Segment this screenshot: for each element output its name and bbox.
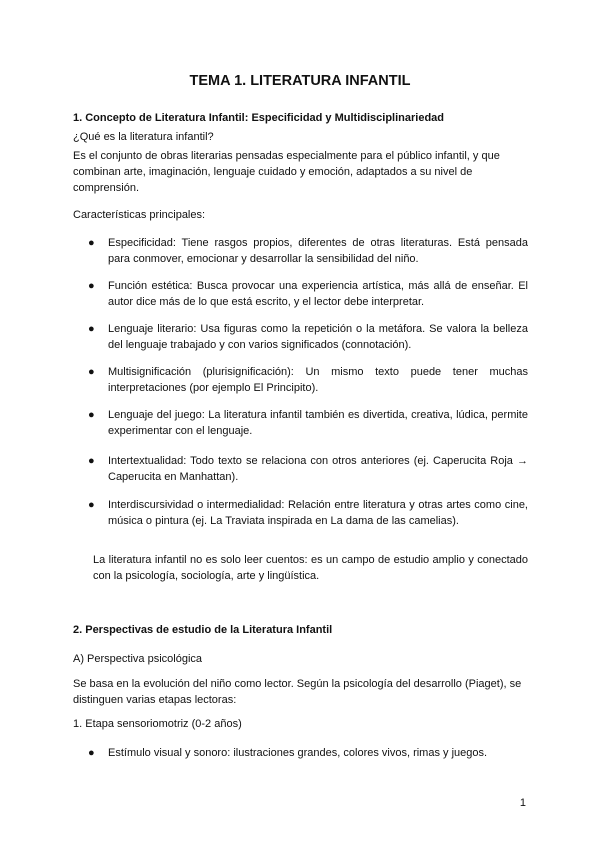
bullet-icon: ● xyxy=(88,499,95,511)
document-title: TEMA 1. LITERATURA INFANTIL xyxy=(189,73,411,89)
list-item xyxy=(88,278,528,310)
list-item xyxy=(88,453,528,485)
list-item xyxy=(88,321,528,353)
characteristic-text: Especificidad: Tiene rasgos propios, diferentes de otras literaturas. Está pensada para conmover, emocionar y desarrollar la sensibilidad del niño. xyxy=(108,237,528,265)
section2-intro: Se basa en la evolución del niño como lector. Según la psicología del desarrollo (Piaget), se distinguen varias etapas lectoras: xyxy=(73,678,522,706)
characteristics-list xyxy=(88,364,528,396)
list-item xyxy=(88,407,528,439)
characteristics-label: Características principales: xyxy=(73,209,206,221)
characteristics-list xyxy=(88,321,528,353)
bullet-icon: ● xyxy=(88,323,95,335)
characteristic-text: Lenguaje literario: Usa figuras como la repetición o la metáfora. Se valora la belleza del lenguaje trabajado y con varios significados (connotación). xyxy=(108,323,528,351)
bullet-icon: ● xyxy=(88,366,95,378)
stage1-list xyxy=(88,745,528,761)
characteristics-list xyxy=(88,235,528,267)
characteristic-text: Multisignificación (plurisignificación): Un mismo texto puede tener muchas interpretaciones (por ejemplo El Principito). xyxy=(108,366,528,394)
bullet-icon: ● xyxy=(88,747,95,759)
characteristics-list xyxy=(88,278,528,310)
bullet-icon: ● xyxy=(88,237,95,249)
characteristics-list xyxy=(88,407,528,439)
list-item xyxy=(88,364,528,396)
section1-note: La literatura infantil no es solo leer cuentos: es un campo de estudio amplio y conectado con la psicología, sociología, arte y lingüística. xyxy=(93,554,528,582)
characteristics-list xyxy=(88,453,528,485)
section2-heading: 2. Perspectivas de estudio de la Literatura Infantil xyxy=(73,624,333,636)
bullet-icon: ● xyxy=(88,409,95,421)
characteristic-text: Función estética: Busca provocar una experiencia artística, más allá de enseñar. El autor dice más de lo que está escrito, y el lector debe interpretar. xyxy=(108,280,528,308)
page-number: 1 xyxy=(519,797,526,809)
characteristic-text: Lenguaje del juego: La literatura infantil también es divertida, creativa, lúdica, permite experimentar con el lenguaje. xyxy=(108,409,528,437)
section2-subheading: A) Perspectiva psicológica xyxy=(73,653,203,665)
section1-question: ¿Qué es la literatura infantil? xyxy=(73,131,214,143)
characteristic-text: Intertextualidad: Todo texto se relaciona con otros anteriores (ej. Caperucita Roja → Caperucita en Manhattan). xyxy=(108,455,528,483)
section1-heading: 1. Concepto de Literatura Infantil: Especificidad y Multidisciplinariedad xyxy=(73,112,445,124)
list-item xyxy=(88,497,528,529)
characteristic-text: Interdiscursividad o intermedialidad: Relación entre literatura y otras artes como cine, música o pintura (ej. La Traviata inspirada en La dama de las camelias). xyxy=(108,499,528,527)
list-item xyxy=(88,235,528,267)
stage1-heading: 1. Etapa sensoriomotriz (0-2 años) xyxy=(73,718,242,730)
section1-definition: Es el conjunto de obras literarias pensadas especialmente para el público infantil, y que combinan arte, imaginación, lenguaje cuidado y emoción, adaptados a su nivel de comprensión. xyxy=(73,150,500,194)
bullet-icon: ● xyxy=(88,280,95,292)
characteristics-list xyxy=(88,497,528,529)
bullet-icon: ● xyxy=(88,455,95,467)
stage1-item-text: Estímulo visual y sonoro: ilustraciones grandes, colores vivos, rimas y juegos. xyxy=(108,747,488,759)
list-item xyxy=(88,745,528,761)
